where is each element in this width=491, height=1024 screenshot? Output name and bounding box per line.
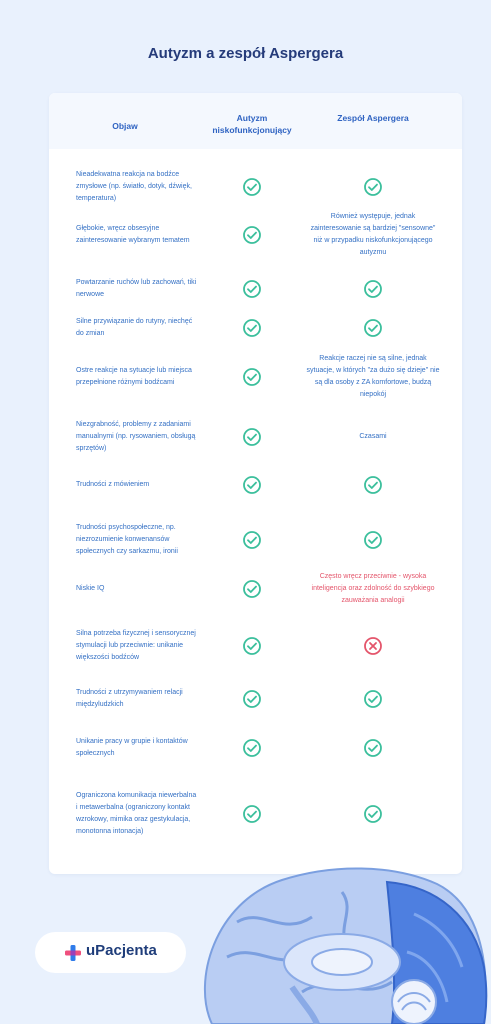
check-circle-icon (242, 530, 262, 550)
symptom-cell: Trudności z mówieniem (76, 481, 150, 488)
brand-logo[interactable] (35, 932, 186, 973)
check-circle-icon (363, 318, 383, 338)
check-circle-icon (242, 579, 262, 599)
symptom-cell: Głębokie, wręcz obsesyjne zainteresowanie wybranym tematem (76, 225, 190, 244)
brain-illustration (192, 862, 491, 1024)
asperger-note: Również występuje, jednak zainteresowanie są bardziej "sensowne" niż w przypadku niskofunkcjonującego autyzmu (310, 213, 436, 256)
symptom-cell: Trudności psychospołeczne, np. niezrozumienie konwenansów społecznych czy sarkazmu, ironii (76, 524, 178, 555)
column-header-symptom: Objaw (112, 121, 138, 131)
asperger-note: Reakcje raczej nie są silne, jednak sytuacje, w których "za dużo się dzieje" nie są dla osoby z ZA komfortowe, budzą niepokój (306, 355, 440, 398)
column-header-asperger: Zespół Aspergera (337, 113, 409, 123)
check-circle-icon (363, 738, 383, 758)
symptom-cell: Silne przywiązanie do rutyny, niechęć do zmian (76, 318, 193, 337)
page-title: Autyzm a zespół Aspergera (147, 45, 344, 62)
check-circle-icon (242, 475, 262, 495)
medical-cross-icon (65, 945, 81, 961)
brand-name: uPacjenta (86, 942, 157, 959)
check-circle-icon (363, 475, 383, 495)
x-circle-icon (363, 636, 383, 656)
symptom-cell: Nieadekwatna reakcja na bodźce zmysłowe (np. światło, dotyk, dźwięk, temperatura) (76, 171, 192, 202)
symptom-cell: Niskie IQ (76, 585, 105, 592)
check-circle-icon (242, 636, 262, 656)
check-circle-icon (242, 689, 262, 709)
symptom-cell: Unikanie pracy w grupie i kontaktów społecznych (76, 738, 188, 757)
symptom-cell: Niezgrabność, problemy z zadaniami manualnymi (np. rysowaniem, obsługą sprzętów) (76, 421, 196, 452)
symptom-cell: Ograniczona komunikacja niewerbalna i metawerbalna (ograniczony kontakt wzrokowy, mimika oraz gestykulacja, monotonna intonacja) (76, 792, 197, 835)
asperger-note: Często wręcz przeciwnie - wysoka inteligencja oraz zdolność do szybkiego zauważania analogii (311, 573, 435, 604)
symptom-cell: Silna potrzeba fizycznej i sensorycznej stymulacji lub przeciwnie: unikanie większości bodźców (76, 630, 196, 661)
check-circle-icon (242, 318, 262, 338)
check-circle-icon (242, 804, 262, 824)
check-circle-icon (363, 689, 383, 709)
check-circle-icon (242, 279, 262, 299)
check-circle-icon (242, 367, 262, 387)
symptom-cell: Ostre reakcje na sytuacje lub miejsca przepełnione różnymi bodźcami (76, 367, 192, 386)
check-circle-icon (242, 427, 262, 447)
check-circle-icon (242, 177, 262, 197)
asperger-note: Czasami (359, 433, 387, 440)
check-circle-icon (363, 530, 383, 550)
check-circle-icon (242, 225, 262, 245)
column-header-autism: Autyzm niskofunkcjonujący (212, 113, 292, 135)
symptom-cell: Powtarzanie ruchów lub zachowań, tiki nerwowe (76, 279, 197, 298)
symptom-cell: Trudności z utrzymywaniem relacji międzyludzkich (76, 689, 183, 708)
check-circle-icon (363, 804, 383, 824)
check-circle-icon (363, 177, 383, 197)
check-circle-icon (363, 279, 383, 299)
check-circle-icon (242, 738, 262, 758)
